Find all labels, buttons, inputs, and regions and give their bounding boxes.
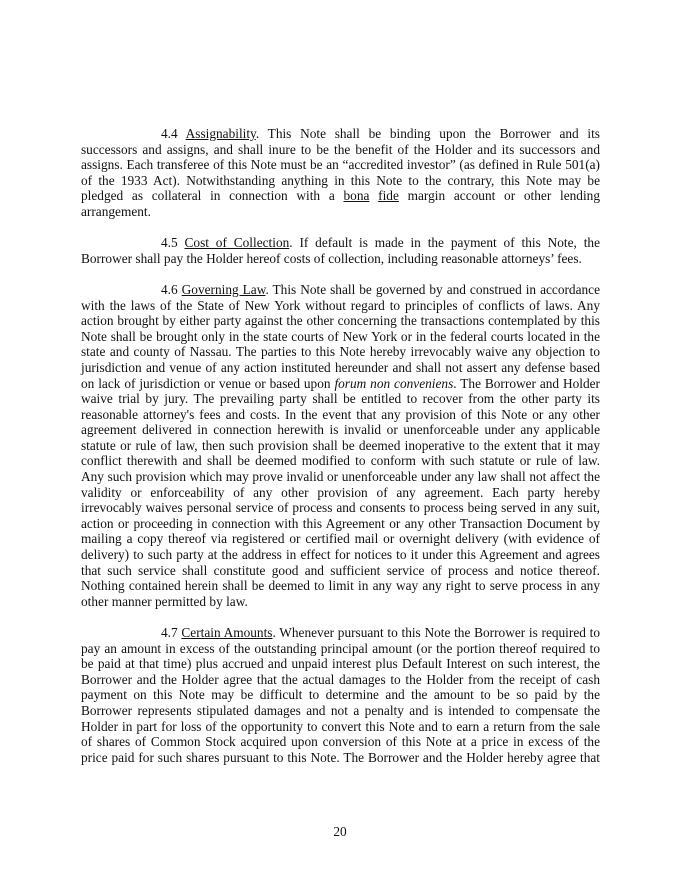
- text-line: irrevocably waives personal service of process and consents to process being served in any suit,: [81, 500, 600, 516]
- text-line: Note shall be brought only in the state courts of New York or in the federal courts located in the: [81, 328, 600, 344]
- underlined-text: bona: [343, 188, 370, 204]
- text-line: [81, 282, 600, 298]
- text-line: price paid for such shares pursuant to this Note. The Borrower and the Holder hereby agree that: [81, 749, 600, 765]
- text-line: [81, 188, 600, 204]
- text-line: arrangement.: [81, 203, 151, 219]
- text-line: payment on this Note may be difficult to determine and the amount to be so paid by the: [81, 687, 600, 703]
- text-line: [81, 235, 600, 251]
- paragraph-gap: [81, 220, 600, 236]
- text-line: Any such provision which may prove invalid or unenforceable under any law shall not affect the: [81, 469, 600, 485]
- text-line: state and county of Nassau. The parties to this Note hereby irrevocably waive any objection to: [81, 344, 600, 360]
- page-number: 20: [333, 824, 347, 839]
- text-segment: . If default is made in the payment of this Note, the: [289, 235, 600, 251]
- text-line: jurisdiction and venue of any action instituted hereunder and shall not assert any defense based: [81, 359, 600, 375]
- text-segment: . Whenever pursuant to this Note the Borrower is required to: [272, 625, 600, 640]
- text-segment: 4.5: [161, 235, 185, 251]
- text-line: with the laws of the State of New York without regard to principles of conflicts of laws. Any: [81, 297, 600, 313]
- text-line: reasonable attorney's fees and costs. In the event that any provision of this Note or any other: [81, 406, 600, 422]
- text-line: assigns. Each transferee of this Note must be an “accredited investor” (as defined in Rule 501(a): [81, 157, 600, 173]
- text-line: action or proceeding in connection with this Agreement or any other Transaction Document by: [81, 515, 600, 531]
- paragraph-gap: [81, 609, 600, 625]
- paragraph-gap: [81, 266, 600, 282]
- text-line: Borrower shall pay the Holder hereof costs of collection, including reasonable attorneys’ fees.: [81, 250, 582, 266]
- text-line: [81, 126, 600, 142]
- underlined-text: Governing Law: [181, 281, 266, 297]
- section-4-6-governing-law: [81, 282, 600, 609]
- text-line: agreement delivered in connection herewith is invalid or unenforceable under any applicable: [81, 422, 600, 438]
- underlined-text: Assignability: [185, 126, 256, 141]
- text-line: that such service shall constitute good and sufficient service of process and notice thereof.: [81, 562, 600, 578]
- text-line: successors and assigns, and shall inure to be the benefit of the Holder and its successors and: [81, 141, 600, 157]
- text-segment: [369, 188, 378, 203]
- text-line: conflict therewith and shall be deemed modified to conform with such statute or rule of law.: [81, 453, 600, 469]
- document-body: [81, 126, 600, 765]
- underlined-text: fide: [378, 188, 399, 204]
- text-line: statute or rule of law, then such provision shall be deemed inoperative to the extent that it may: [81, 437, 600, 453]
- text-segment: . The Borrower and Holder: [453, 375, 600, 391]
- text-line: pay an amount in excess of the outstanding principal amount (or the portion thereof required to: [81, 640, 600, 656]
- text-line: [81, 625, 600, 641]
- text-segment: 4.7: [161, 625, 182, 640]
- text-line: Nothing contained herein shall be deemed to limit in any way any right to serve process in any: [81, 578, 600, 594]
- text-line: [81, 376, 600, 392]
- text-line: mailing a copy thereof via registered or certified mail or overnight delivery (with evidence of: [81, 531, 600, 547]
- italic-text: forum non conveniens: [334, 375, 454, 391]
- text-line: action brought by either party against the other concerning the transactions contemplated by this: [81, 313, 600, 329]
- section-4-7-certain-amounts: [81, 625, 600, 765]
- text-segment: margin account or other lending: [398, 188, 600, 204]
- text-segment: 4.6: [161, 281, 182, 297]
- text-segment: . This Note shall be governed by and construed in accordance: [265, 281, 601, 297]
- text-line: Borrower represents stipulated damages and not a penalty and is intended to compensate the: [81, 702, 600, 718]
- text-line: delivery) to such party at the address in effect for notices to it under this Agreement and agrees: [81, 547, 600, 563]
- text-line: other manner permitted by law.: [81, 593, 248, 609]
- underlined-text: Cost of Collection: [184, 235, 290, 251]
- section-4-5-cost-of-collection: [81, 235, 600, 266]
- section-4-4-assignability: [81, 126, 600, 220]
- text-segment: on lack of jurisdiction or venue or based upon: [81, 375, 335, 391]
- text-line: validity or enforceability of any other provision of any agreement. Each party hereby: [81, 484, 600, 500]
- text-line: waive trial by jury. The prevailing party shall be entitled to recover from the other party its: [81, 391, 600, 407]
- text-segment: 4.4: [161, 126, 186, 141]
- text-line: be paid at that time) plus accrued and unpaid interest plus Default Interest on such interest, the: [81, 656, 600, 672]
- text-line: of the 1933 Act). Notwithstanding anything in this Note to the contrary, this Note may be: [81, 172, 600, 188]
- text-segment: . This Note shall be binding upon the Borrower and its: [255, 126, 600, 141]
- text-line: Borrower and the Holder agree that the actual damages to the Holder from the receipt of cash: [81, 671, 600, 687]
- text-line: Holder in part for loss of the opportunity to convert this Note and to earn a return from the sale: [81, 718, 600, 734]
- underlined-text: Certain Amounts: [181, 625, 273, 640]
- text-line: of shares of Common Stock acquired upon conversion of this Note at a price in excess of the: [81, 734, 600, 750]
- text-segment: pledged as collateral in connection with a: [81, 188, 344, 204]
